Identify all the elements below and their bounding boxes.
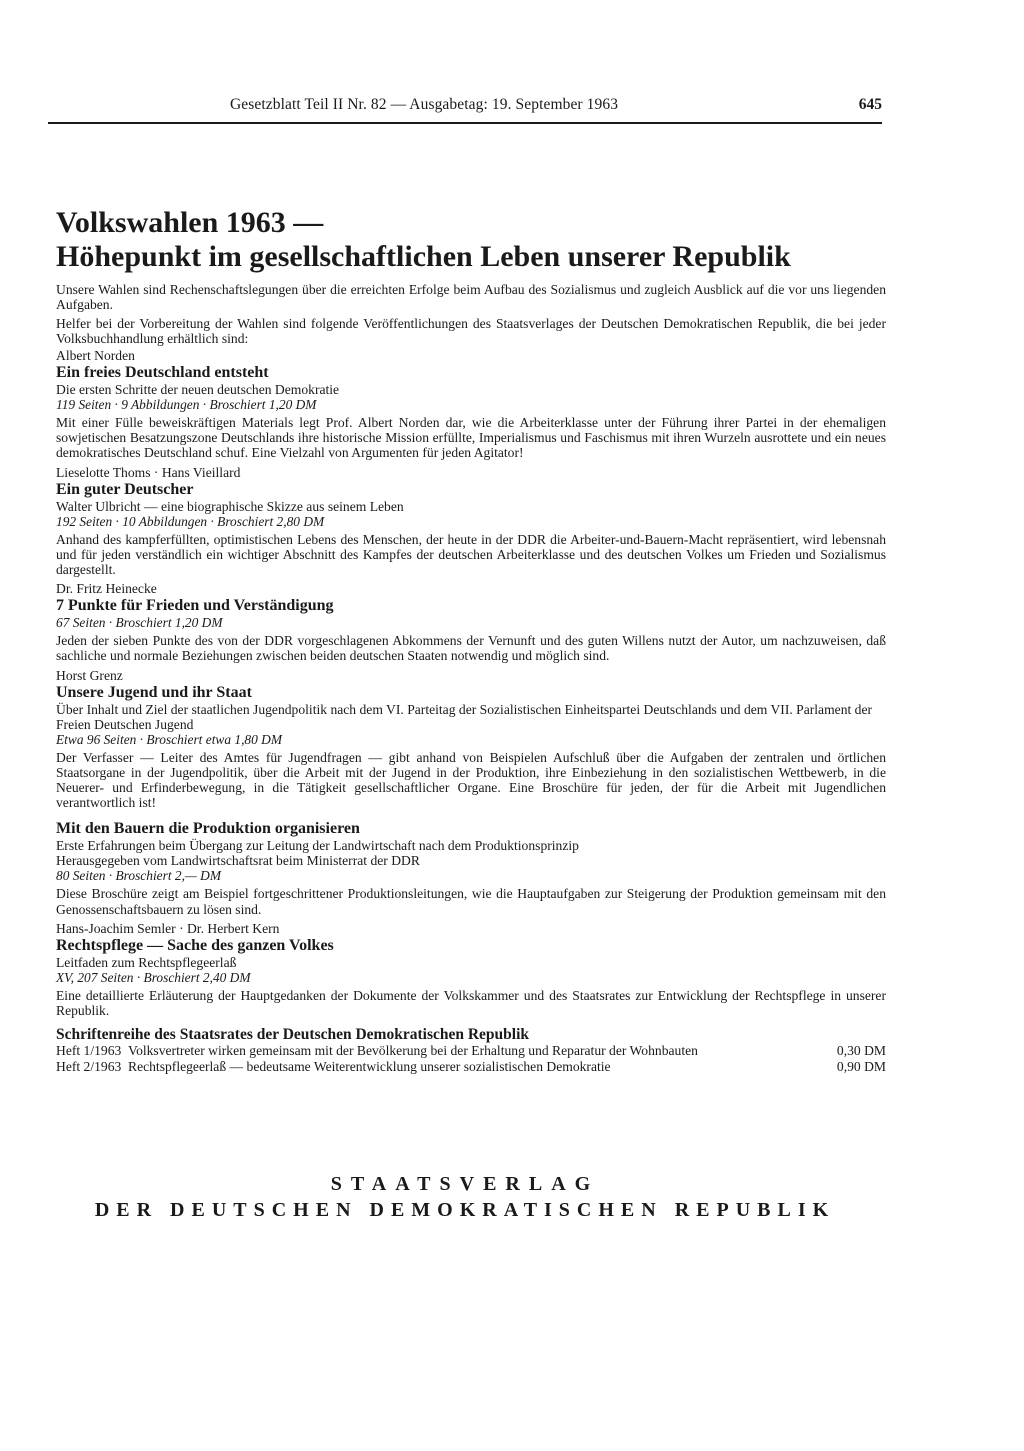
book-entry	[56, 465, 886, 578]
book-author: Albert Norden	[56, 348, 135, 363]
series-item-price: 0,90 DM	[836, 1058, 886, 1074]
book-meta: Etwa 96 Seiten · Broschiert etwa 1,80 DM	[56, 731, 282, 747]
book-editor: Herausgegeben vom Landwirtschaftsrat beim Ministerrat der DDR	[56, 853, 420, 869]
book-subtitle: Leitfaden zum Rechtspflegeerlaß	[56, 954, 237, 970]
series-item-label: Heft 1/1963	[56, 1043, 122, 1059]
book-entry	[56, 921, 886, 1018]
book-title: Mit den Bauern die Produktion organisieren	[56, 820, 360, 838]
book-author: Hans-Joachim Semler · Dr. Herbert Kern	[56, 920, 280, 936]
book-title: Ein freies Deutschland entsteht	[56, 364, 269, 381]
book-description: Diese Broschüre zeigt am Beispiel fortgeschrittener Produktionsleitungen, wie die Hauptaufgaben zur Steigerung der Produktion gemeinsam mit den Genossenschaftsbauern zu lösen sind.	[56, 886, 886, 917]
book-description: Anhand des kampferfüllten, optimistischen Lebens des Menschen, der heute in der DDR die Arbeiter-und-Bauern-Macht repräsentiert, wird lebensnah und für jeden verständlich ein wichtiger Abschnitt des Kampfes der deutschen Arbeiterklasse und des deutschen Volkes um Frieden und Sozialismus dargestellt.	[56, 531, 886, 578]
book-meta: XV, 207 Seiten · Broschiert 2,40 DM	[56, 969, 251, 985]
book-author: Dr. Fritz Heinecke	[56, 581, 157, 597]
book-description: Jeden der sieben Punkte des von der DDR vorgeschlagenen Abkommens der Vernunft und des guten Willens nutzt der Autor, um nachzuweisen, daß sachliche und normale Beziehungen zwischen beiden deutschen Staaten notwendig und möglich sind.	[56, 633, 886, 664]
series-item-price: 0,30 DM	[836, 1043, 886, 1059]
intro-section	[56, 206, 886, 349]
intro-paragraph-2: Helfer bei der Vorbereitung der Wahlen sind folgende Veröffentlichungen des Staatsverlages der Deutschen Demokratischen Republik, die bei jeder Volksbuchhandlung erhältlich sind:	[56, 315, 886, 346]
book-entry	[56, 348, 886, 461]
page-header	[48, 96, 882, 124]
book-meta: 80 Seiten · Broschiert 2,— DM	[56, 868, 222, 884]
book-meta: 192 Seiten · 10 Abbildungen · Broschiert 2,80 DM	[56, 513, 325, 529]
series-section	[56, 1026, 886, 1074]
publisher-imprint	[48, 1172, 882, 1224]
book-description: Der Verfasser — Leiter des Amtes für Jugendfragen — gibt anhand von Beispielen Aufschluß über die Aufgaben der zentralen und örtlichen Staatsorgane in der Jugendpolitik, über die Arbeit mit der Jugend in der Produktion, ihre Einbeziehung in den sozialistischen Wettbewerb, in die Neuerer- und Erfinderbewegung, in die Tätigkeit gesellschaftlicher Organe. Eine Broschüre für jeden, der für die Arbeit mit Jugendlichen verantwortlich ist!	[56, 749, 886, 811]
book-entry	[56, 820, 886, 916]
headline-line-2: Höhepunkt im gesellschaftlichen Leben unserer Republik	[56, 240, 791, 273]
book-description: Eine detaillierte Erläuterung der Hauptgedanken der Dokumente der Volkskammer und des Staatsrates zur Entwicklung der Rechtspflege in unserer Republik.	[56, 987, 886, 1019]
series-title: Schriftenreihe des Staatsrates der Deutschen Demokratischen Republik	[56, 1026, 530, 1044]
book-subtitle: Erste Erfahrungen beim Übergang zur Leitung der Landwirtschaft nach dem Produktionsprinzip	[56, 838, 579, 854]
book-title: 7 Punkte für Frieden und Verständigung	[56, 597, 334, 615]
series-item	[56, 1043, 886, 1058]
book-meta: 67 Seiten · Broschiert 1,20 DM	[56, 615, 223, 631]
header-title: Gesetzblatt Teil II Nr. 82 — Ausgabetag: 19. September 1963	[230, 96, 619, 113]
book-entry	[56, 668, 886, 811]
book-title: Rechtspflege — Sache des ganzen Volkes	[56, 936, 334, 954]
book-title: Ein guter Deutscher	[56, 480, 194, 498]
book-entry	[56, 581, 886, 663]
book-meta: 119 Seiten · 9 Abbildungen · Broschiert 1,20 DM	[56, 397, 317, 412]
series-item-label: Heft 2/1963	[56, 1058, 122, 1074]
series-item-text: Rechtspflegeerlaß — bedeutsame Weiterentwicklung unserer sozialistischen Demokratie	[128, 1058, 611, 1074]
book-list	[56, 348, 886, 1074]
book-author: Lieselotte Thoms · Hans Vieillard	[56, 464, 241, 480]
series-item-text: Volksvertreter wirken gemeinsam mit der Bevölkerung bei der Erhaltung und Reparatur der Wohnbauten	[128, 1043, 698, 1059]
book-subtitle: Walter Ulbricht — eine biographische Skizze aus seinem Leben	[56, 498, 404, 514]
book-title: Unsere Jugend und ihr Staat	[56, 683, 252, 701]
publisher-line-2: DER DEUTSCHEN DEMOKRATISCHEN REPUBLIK	[94, 1199, 836, 1221]
book-author: Horst Grenz	[56, 667, 123, 683]
publisher-line-1: STAATSVERLAG	[330, 1173, 600, 1195]
intro-paragraph-1: Unsere Wahlen sind Rechenschaftslegungen über die erreichten Erfolge beim Aufbau des Sozialismus und zugleich Ausblick auf die vor uns liegenden Aufgaben.	[56, 282, 886, 313]
page-number: 645	[858, 96, 882, 113]
headline-line-1: Volkswahlen 1963 —	[56, 206, 324, 239]
book-subtitle: Über Inhalt und Ziel der staatlichen Jugendpolitik nach dem VI. Parteitag der Sozialistischen Einheitspartei Deutschlands und dem VII. Parlament der Freien Deutschen Jugend	[56, 701, 873, 732]
book-description: Mit einer Fülle beweiskräftigen Materials legt Prof. Albert Norden dar, wie die Arbeiterklasse unter der Führung ihrer Partei in der ehemaligen sowjetischen Besatzungszone Deutschlands ihre historische Mission erfüllte, Imperialismus und Faschismus mit ihren Wurzeln ausrottete und ein neues demokratisches Deutschland schuf. Eine Vielzahl von Argumenten für jeden Agitator!	[56, 415, 886, 461]
series-item	[56, 1059, 886, 1074]
book-subtitle: Die ersten Schritte der neuen deutschen Demokratie	[56, 382, 340, 397]
